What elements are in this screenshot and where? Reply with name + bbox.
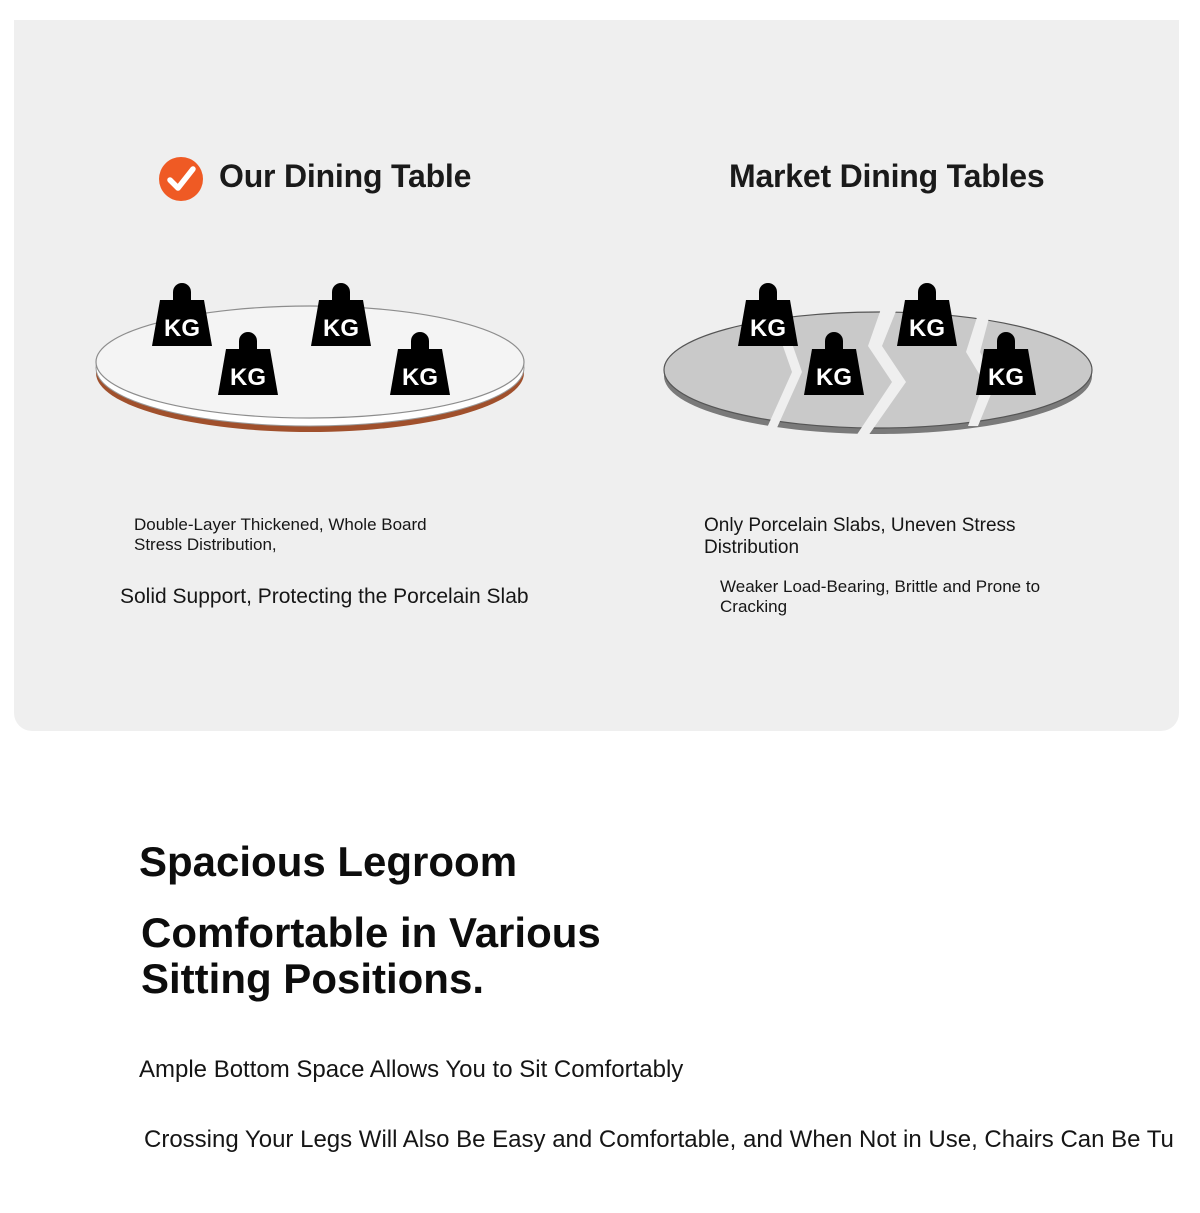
svg-text:KG: KG (230, 364, 266, 391)
legroom-subtitle: Comfortable in Various Sitting Positions. (141, 909, 601, 1002)
svg-text:KG: KG (909, 315, 945, 342)
our-table-heading: Our Dining Table (219, 158, 472, 194)
kg-weight-icon (152, 283, 212, 346)
svg-text:KG: KG (402, 364, 438, 391)
svg-text:KG: KG (323, 315, 359, 342)
legroom-line-1: Ample Bottom Space Allows You to Sit Comfortably (139, 1056, 684, 1083)
svg-text:KG: KG (164, 315, 200, 342)
svg-text:KG: KG (750, 315, 786, 342)
legroom-line-2: Crossing Your Legs Will Also Be Easy and Comfortable, and When Not in Use, Chairs Can Be Tu (144, 1126, 1174, 1153)
svg-text:KG: KG (988, 364, 1024, 391)
market-table-heading: Market Dining Tables (729, 158, 1045, 194)
our-table-caption-1: Double-Layer Thickened, Whole Board Stress Distribution, (134, 515, 427, 554)
market-table-caption-2: Weaker Load-Bearing, Brittle and Prone to Cracking (720, 577, 1041, 616)
our-table-caption-2: Solid Support, Protecting the Porcelain Slab (120, 585, 529, 608)
our-table-illustration (90, 280, 530, 440)
kg-weight-icon (897, 283, 957, 346)
kg-weight-icon (311, 283, 371, 346)
svg-text:KG: KG (816, 364, 852, 391)
check-circle-icon (158, 156, 204, 202)
market-table-caption-1: Only Porcelain Slabs, Uneven Stress Distribution (704, 515, 1016, 558)
kg-weight-icon (738, 283, 798, 346)
legroom-title: Spacious Legroom (139, 838, 518, 885)
market-table-illustration (660, 280, 1100, 440)
